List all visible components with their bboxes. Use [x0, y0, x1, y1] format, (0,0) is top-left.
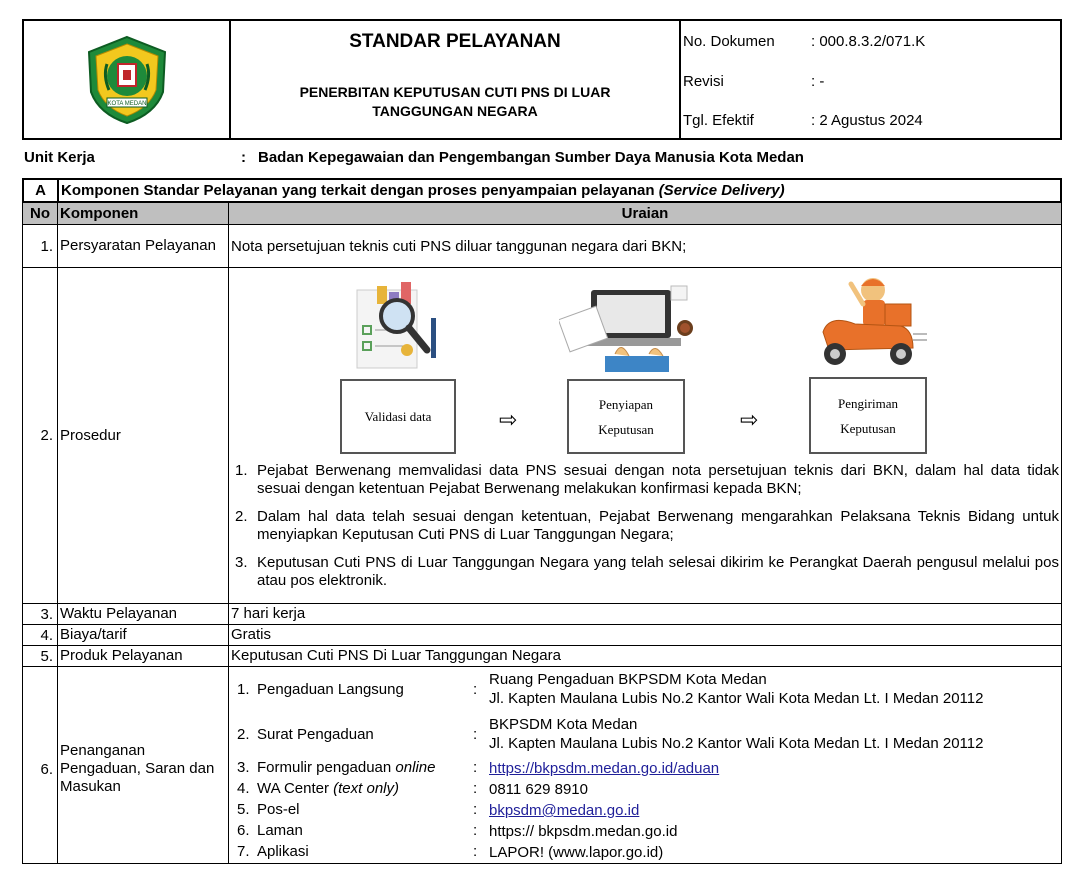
complaint-label: Surat Pengaduan: [257, 726, 374, 743]
row-no: 2.: [23, 268, 58, 603]
meta-value: : 000.8.3.2/071.K: [811, 33, 926, 50]
complaint-label: Pengaduan Langsung: [257, 681, 404, 698]
section-title-italic: (Service Delivery): [658, 182, 785, 199]
logo-text: KOTA MEDAN: [107, 100, 146, 107]
row-no: 5.: [23, 646, 58, 666]
complaint-colon: :: [473, 681, 478, 698]
complaint-colon: :: [473, 726, 478, 743]
complaint-number: 4.: [237, 780, 250, 797]
document-review-illustration: [349, 280, 444, 372]
procedure-box-pengiriman: [809, 377, 927, 454]
row-no: 1.: [23, 225, 58, 267]
label-italic: online: [395, 759, 436, 776]
col-no: No: [23, 203, 58, 224]
complaint-label: [257, 780, 399, 797]
step-text: Dalam hal data telah sesuai dengan ketentuan, Pejabat Berwenang mengarahkan Pelaksana Teknis Bidang untuk menyiapkan Keputusan Cuti PNS di Luar Tanggungan Negara;: [257, 508, 1059, 543]
meta-value: : -: [811, 73, 825, 90]
procedure-steps: [235, 462, 1059, 600]
col-uraian: Uraian: [621, 205, 669, 222]
unit-kerja-line: [24, 149, 1064, 169]
city-emblem-logo: [85, 34, 169, 126]
complaint-item: [237, 670, 1061, 708]
complaint-item: [237, 780, 1061, 800]
table-row: [22, 646, 1062, 667]
row-no: 3.: [23, 604, 58, 624]
meta-label: No. Dokumen: [683, 33, 775, 50]
procedure-box-penyiapan: [567, 379, 685, 454]
complaint-label: [257, 759, 435, 776]
complaint-colon: :: [473, 843, 478, 860]
section-code: A: [24, 180, 59, 201]
table-row: [22, 604, 1062, 625]
row-no: 6.: [23, 667, 58, 863]
laptop-work-illustration: [559, 284, 699, 374]
complaint-value: LAPOR! (www.lapor.go.id): [489, 844, 664, 861]
table-row: [22, 667, 1062, 864]
complaint-colon: :: [473, 780, 478, 797]
title-cell: [231, 21, 681, 138]
label-text: WA Center: [257, 780, 334, 797]
complaint-item: [237, 843, 1061, 863]
box-line: Keputusan: [598, 421, 654, 437]
complaint-colon: :: [473, 822, 478, 839]
table-row: [22, 625, 1062, 646]
box-line: Pengiriman: [838, 395, 898, 411]
complaint-value-line: Ruang Pengaduan BKPSDM Kota Medan: [489, 671, 767, 688]
complaint-number: 2.: [237, 726, 250, 743]
unit-kerja-colon: :: [241, 149, 246, 166]
complaint-number: 7.: [237, 843, 250, 860]
complaint-value-line: BKPSDM Kota Medan: [489, 716, 638, 733]
complaint-value: 0811 629 8910: [489, 781, 588, 798]
complaint-number: 1.: [237, 681, 250, 698]
arrow-right-icon: ⇨: [740, 407, 759, 432]
complaint-value: [489, 715, 983, 753]
complaint-number: 5.: [237, 801, 250, 818]
document-subtitle: [231, 83, 679, 121]
box-line: Validasi data: [364, 409, 432, 424]
row-komponen: Produk Pelayanan: [58, 646, 229, 666]
row-komponen: Penanganan Pengaduan, Saran dan Masukan: [58, 667, 229, 863]
box-line: Keputusan: [840, 420, 896, 436]
meta-label: Revisi: [683, 73, 724, 90]
complaint-cell: [229, 667, 1061, 863]
unit-kerja-value: Badan Kepegawaian dan Pengembangan Sumber Daya Manusia Kota Medan: [258, 149, 804, 166]
delivery-scooter-illustration: [809, 270, 929, 374]
complaint-value-line: Jl. Kapten Maulana Lubis No.2 Kantor Wali Kota Medan Lt. I Medan 20112: [489, 690, 984, 707]
document-title: STANDAR PELAYANAN: [349, 31, 561, 52]
step-text: Pejabat Berwenang memvalidasi data PNS sesuai dengan nota persetujuan teknis dari BKN, dalam hal data tidak sesuai dengan ketentuan Pejabat Berwenang melakukan konfirmasi kepada BKN;: [257, 462, 1059, 497]
table-row: [22, 225, 1062, 268]
subtitle-line-2: TANGGUNGAN NEGARA: [372, 103, 538, 119]
complaint-colon: :: [473, 759, 478, 776]
row-uraian: Keputusan Cuti PNS Di Luar Tanggungan Negara: [231, 647, 561, 664]
row-uraian: Gratis: [231, 626, 272, 643]
step-number: 1.: [235, 462, 248, 479]
complaint-number: 3.: [237, 759, 250, 776]
section-title-text: Komponen Standar Pelayanan yang terkait dengan proses penyampaian pelayanan: [61, 182, 659, 199]
complaint-item: [237, 759, 1061, 779]
document-header: [22, 19, 1062, 140]
procedure-step: [235, 554, 1059, 590]
complaint-item: [237, 715, 1061, 753]
complaint-item: [237, 822, 1061, 842]
meta-value: : 2 Agustus 2024: [811, 112, 923, 129]
row-uraian: 7 hari kerja: [231, 605, 306, 622]
row-komponen: Prosedur: [58, 268, 229, 603]
procedure-cell: [229, 268, 1061, 603]
step-number: 3.: [235, 554, 248, 571]
row-no: 4.: [23, 625, 58, 645]
label-text: Formulir pengaduan: [257, 759, 396, 776]
label-italic: (text only): [333, 780, 399, 797]
meta-row-revisi: [683, 73, 1060, 93]
row-komponen: Persyaratan Pelayanan: [58, 225, 229, 267]
unit-kerja-label: Unit Kerja: [24, 149, 95, 166]
section-title: [59, 180, 1060, 201]
standard-table: [22, 178, 1062, 864]
logo-cell: [24, 21, 231, 138]
procedure-step: [235, 508, 1059, 544]
col-komponen: Komponen: [58, 203, 229, 224]
step-number: 2.: [235, 508, 248, 525]
meta-row-tgl-efektif: [683, 112, 1060, 132]
procedure-box-validasi: [340, 379, 456, 454]
row-komponen: Biaya/tarif: [58, 625, 229, 645]
complaint-number: 6.: [237, 822, 250, 839]
complaint-colon: :: [473, 801, 478, 818]
column-header-row: [22, 203, 1062, 225]
subtitle-line-1: PENERBITAN KEPUTUSAN CUTI PNS DI LUAR: [299, 84, 611, 100]
complaint-label: Aplikasi: [257, 843, 309, 860]
section-a-header: [22, 178, 1062, 203]
complaint-item: [237, 801, 1061, 821]
arrow-right-icon: ⇨: [499, 407, 518, 432]
document-meta: [681, 21, 1060, 138]
complaint-label: Laman: [257, 822, 303, 839]
meta-row-no-dokumen: [683, 33, 1060, 53]
meta-label: Tgl. Efektif: [683, 112, 754, 129]
complaint-label: Pos-el: [257, 801, 300, 818]
row-uraian: Nota persetujuan teknis cuti PNS diluar tanggunan negara dari BKN;: [231, 237, 687, 255]
complaint-value-line: Jl. Kapten Maulana Lubis No.2 Kantor Wali Kota Medan Lt. I Medan 20112: [489, 735, 984, 752]
row-komponen: Waktu Pelayanan: [58, 604, 229, 624]
box-line: Penyiapan: [598, 396, 654, 412]
complaint-email-link[interactable]: bkpsdm@medan.go.id: [489, 802, 640, 819]
table-row: [22, 268, 1062, 604]
step-text: Keputusan Cuti PNS di Luar Tanggungan Negara yang telah selesai dikirim ke Perangkat Daerah pengusul melalui pos atau pos elektronik.: [257, 554, 1059, 589]
complaint-form-link[interactable]: https://bkpsdm.medan.go.id/aduan: [489, 760, 720, 777]
complaint-value: https:// bkpsdm.medan.go.id: [489, 823, 678, 840]
procedure-step: [235, 462, 1059, 498]
complaint-value: [489, 670, 983, 708]
